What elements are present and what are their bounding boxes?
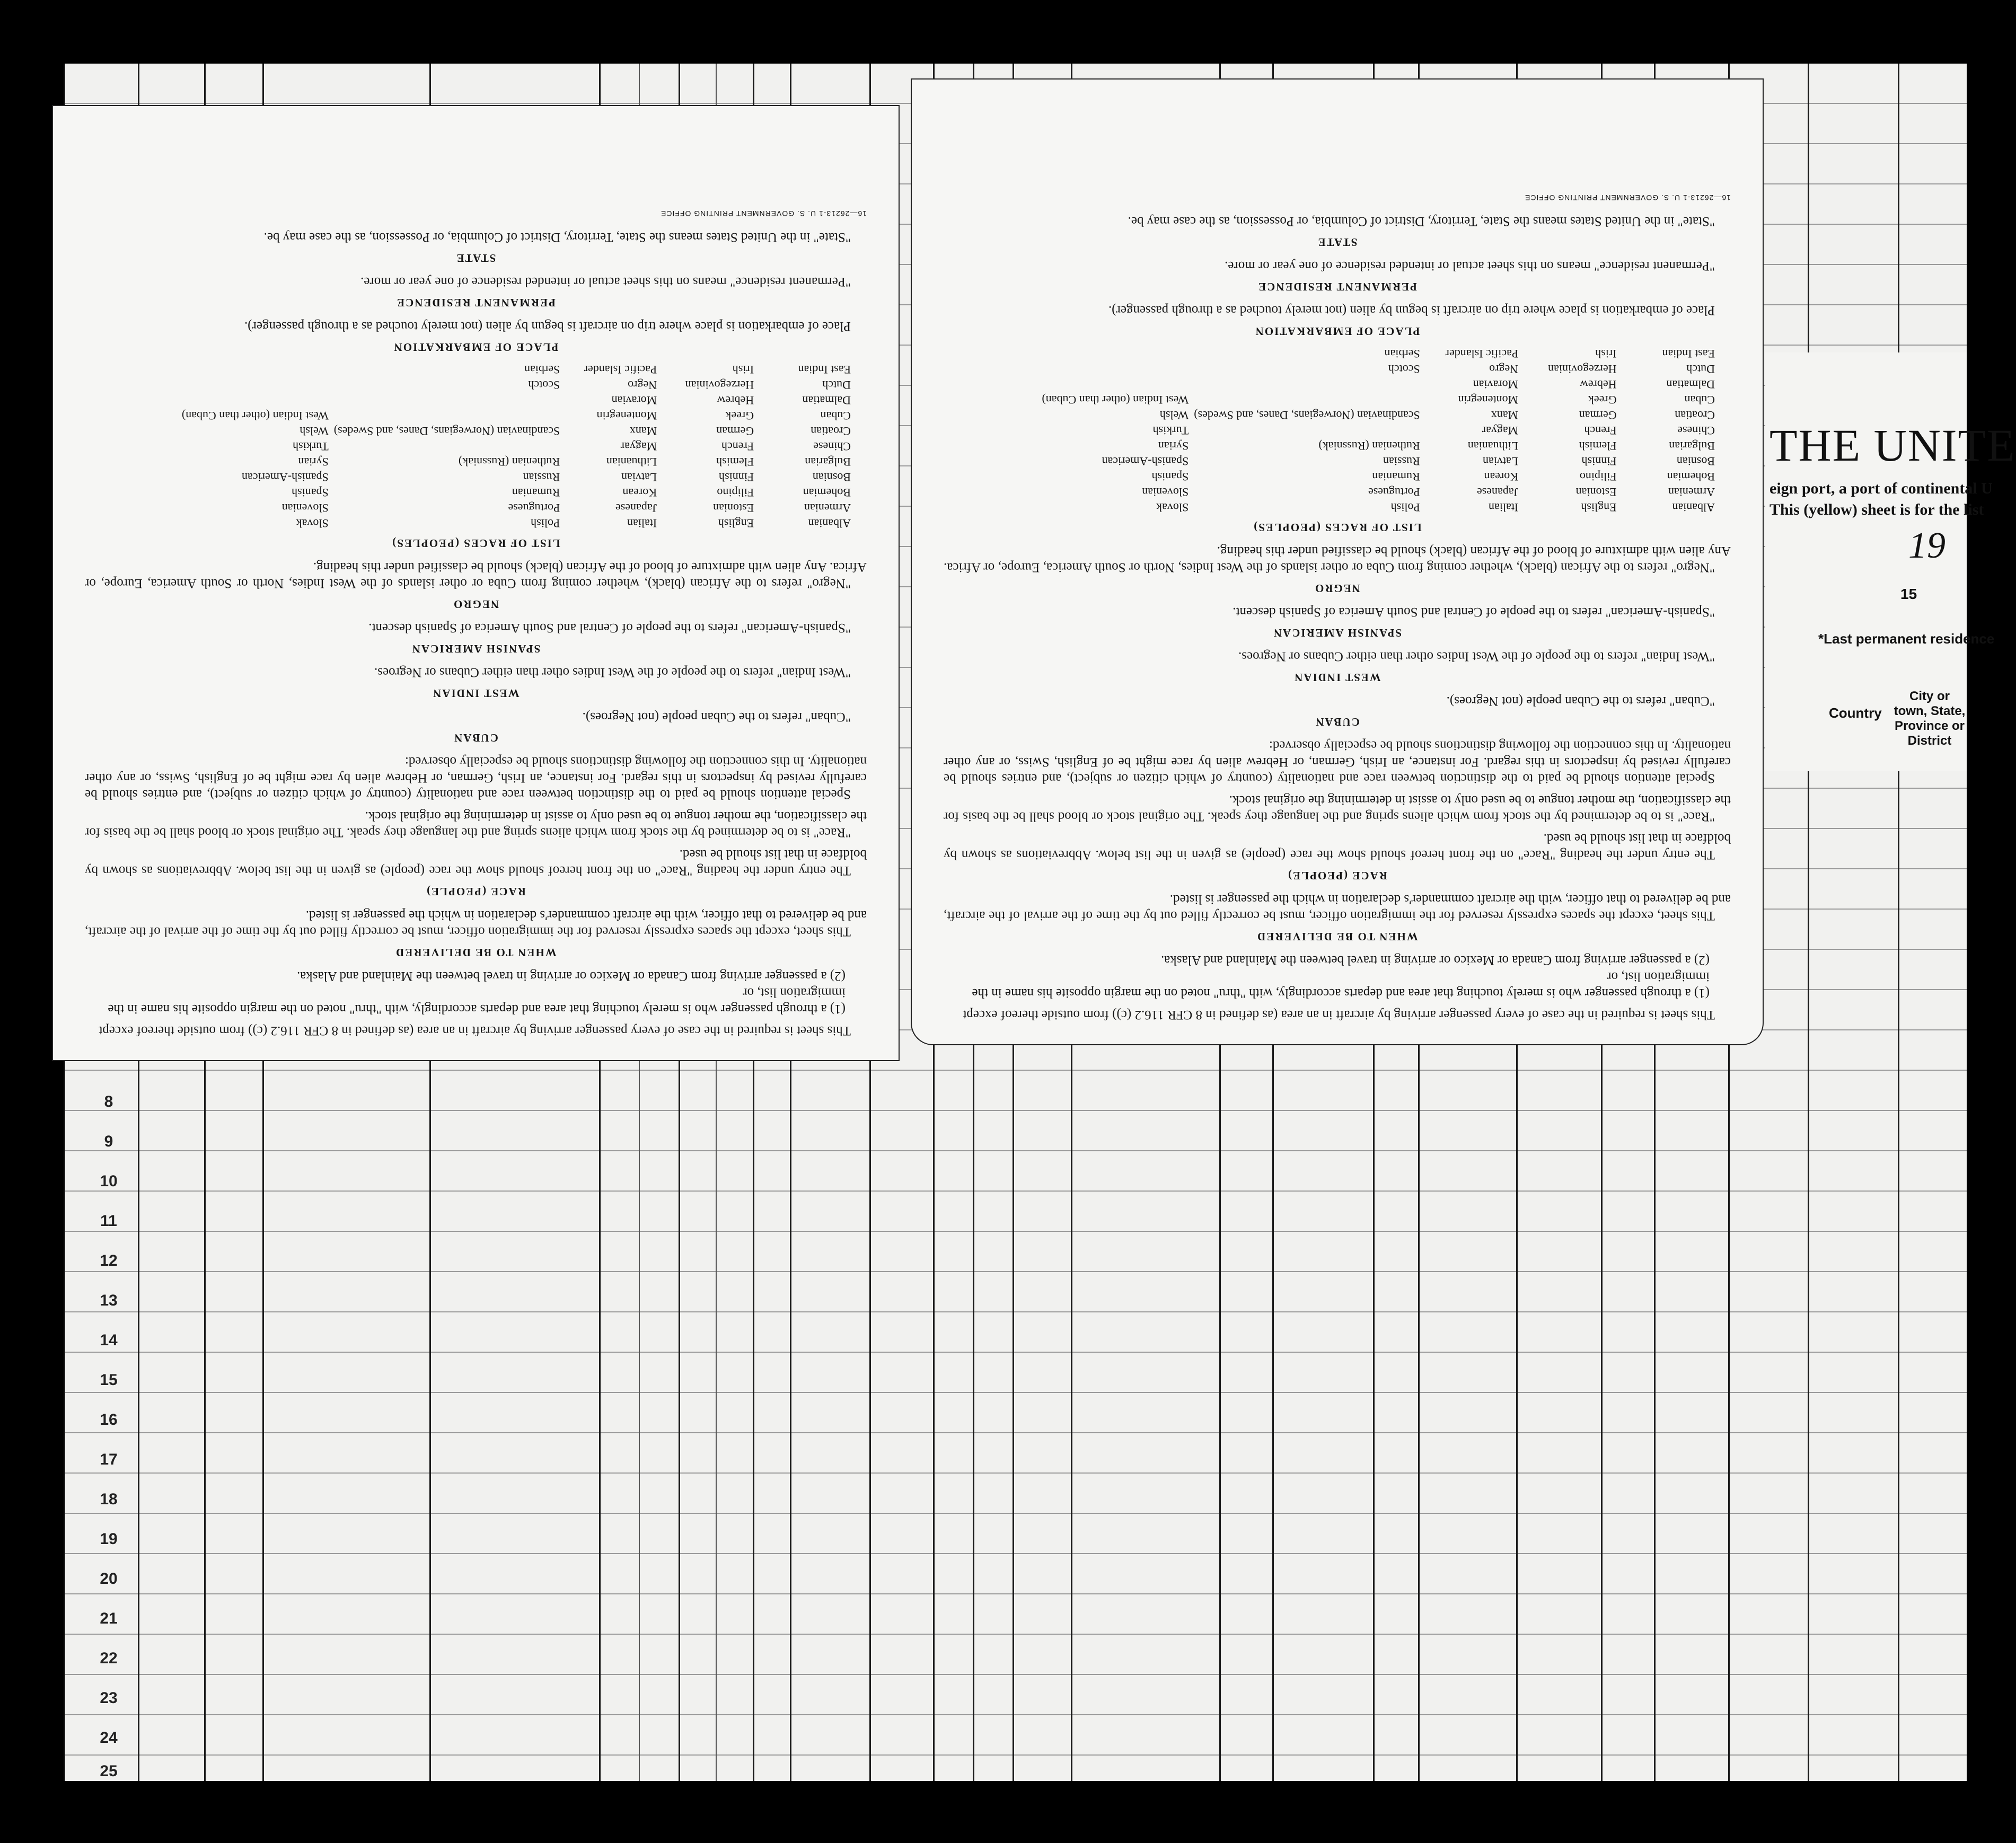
row-number: 17 [100, 1451, 118, 1468]
race-entry: Latvian [621, 471, 657, 484]
heading-permanent-residence: PERMANENT RESIDENCE [396, 296, 556, 309]
heading-permanent-residence: PERMANENT RESIDENCE [1257, 280, 1417, 293]
row-number: 11 [100, 1212, 117, 1230]
race-entry: Herzegovinian [685, 378, 754, 392]
heading-spanish-american: SPANISH AMERICAN [1272, 627, 1402, 639]
race-entry: West Indian (other than Cuban) [1042, 393, 1189, 407]
heading-delivered: WHEN TO BE DELIVERED [1256, 930, 1418, 943]
instruction-sheet-right [912, 80, 1763, 1044]
race-entry: Korean [1484, 470, 1519, 483]
race-entry: French [721, 440, 754, 453]
race-entry: French [1584, 424, 1617, 437]
race-entry: Greek [1588, 393, 1617, 407]
west-indian-text: "West Indian" refers to the people of the West Indies other than either Cubans or Negroes. [1238, 649, 1715, 664]
race-entry: East Indian [798, 363, 851, 376]
race-entry [1194, 424, 1420, 438]
delivered-text: This sheet, except the spaces expressly reserved for the immigration officer, must be correctly filled out by the time of the arrival of the aircraft, and be delivered to that officer, with the aircraft commander's declaration in which the passenger is listed. [944, 892, 1731, 923]
race-entry: Slovenian [281, 501, 329, 515]
intro-text: This sheet is required in the case of every passenger arriving by aircraft in an area (as defined in 8 CFR 116.2 (c)) from outside thereof except [99, 1024, 851, 1038]
race-entry [85, 393, 177, 408]
race-entry [944, 362, 1036, 376]
state-text: "State" in the United States means the State, Territory, District of Columbia, or Possession, as the case may be. [1128, 214, 1715, 228]
race-entry: Flemish [716, 455, 754, 469]
race-entry: Moravian [1473, 378, 1519, 391]
heading-embarkation: PLACE OF EMBARKATION [393, 341, 559, 354]
race-entry: Greek [725, 409, 754, 422]
row-number: 22 [100, 1650, 118, 1667]
race-entry: Rumanian [1372, 470, 1420, 483]
heading-race: RACE (PEOPLE) [426, 885, 526, 898]
spanish-american-text: "Spanish-American" refers to the people of Central and South America of Spanish descent. [1233, 605, 1715, 619]
column-rule [1808, 64, 1809, 1781]
race-text-3: Special attention should be paid to the distinction between race and nationality (country of which citizen or subject), and entries should be carefully revised by inspectors in this regard. For instance, an Irish, German, or Hebrew alien by race might be of English, Swiss, or any other nationality. In this connection the following distinctions should be especially observed: [944, 738, 1731, 786]
heading-embarkation: PLACE OF EMBARKATION [1254, 325, 1420, 338]
race-entry: Finnish [719, 471, 754, 484]
row-number: 8 [104, 1093, 113, 1110]
race-entry: Manx [629, 425, 657, 438]
race-entry: Spanish-American [242, 471, 329, 484]
race-entry: Lithuanian [1467, 439, 1519, 453]
race-entry: Scandinavian (Norwegians, Danes, and Swedes) [1194, 409, 1420, 422]
race-entry: Polish [1390, 501, 1420, 514]
race-entry: German [1579, 409, 1617, 422]
race-entry [182, 378, 329, 392]
race-entry [944, 377, 1036, 392]
race-entry [85, 409, 177, 423]
race-entry [85, 486, 177, 500]
heading-delivered: WHEN TO BE DELIVERED [395, 946, 557, 959]
race-entry [85, 439, 177, 454]
negro-text: "Negro" refers to the African (black), whether coming from Cuba or other islands of the West Indies, North or South America, Europe, or Africa. Any alien with admixture of blood of the African (black) should be classified under this heading. [944, 544, 1731, 575]
heading-race-list: LIST OF RACES (PEOPLES) [1253, 521, 1422, 534]
race-entry: Latvian [1482, 455, 1519, 468]
race-text-2: "Race" is to be determined by the stock from which aliens spring and the language they speak. The original stock or blood shall be the basis for the classification, the mother tongue to be used only to assist in determining the original stock. [944, 793, 1731, 824]
race-entry [1042, 362, 1189, 376]
race-entry: Portuguese [508, 501, 560, 515]
race-entry: Slovak [1156, 501, 1189, 514]
race-entry: Bohemian [1667, 470, 1715, 483]
race-entry: Dalmatian [802, 394, 851, 407]
heading-state: STATE [1317, 236, 1358, 249]
race-entry [334, 439, 560, 454]
race-entry: Bulgarian [805, 455, 851, 469]
race-entry [944, 470, 1036, 484]
race-entry: Polish [531, 517, 560, 530]
race-entry: Flemish [1579, 439, 1617, 453]
race-entry [85, 501, 177, 515]
race-entry: West Indian (other than Cuban) [181, 409, 329, 422]
race-entry [944, 485, 1036, 499]
race-entry: Bulgarian [1669, 439, 1715, 453]
race-entry [1194, 377, 1420, 392]
race-entry: Armenian [1668, 486, 1715, 499]
race-entry: Hebrew [717, 394, 754, 407]
year-field: 19 [1908, 525, 1945, 566]
race-text-1: The entry under the heading "Race" on the front hereof should show the race (people) as given in the list below. Abbreviations as shown by boldface in that list should be used. [944, 831, 1731, 862]
city-header: City or town, State, Province or District [1894, 689, 1966, 748]
exception-1: (1) a through passenger who is merely touching that area and departs accordingly, with "thru" noted on the margin opposite his name in the immigration list, or [972, 969, 1710, 1000]
header-line: This (yellow) sheet is for the list [1769, 501, 1984, 518]
race-entry [944, 393, 1036, 407]
race-entry: Cuban [820, 409, 851, 422]
race-entry: Rumanian [512, 486, 560, 499]
race-entry: Russian [523, 471, 560, 484]
race-entry: Bosnian [1676, 455, 1715, 468]
race-entry: Japanese [615, 501, 657, 515]
race-entry: Finnish [1581, 455, 1617, 468]
row-number: 16 [100, 1411, 118, 1428]
exception-1: (1) a through passenger who is merely touching that area and departs accordingly, with "thru" noted on the margin opposite his name in the immigration list, or [108, 985, 846, 1016]
instruction-sheet-left [53, 106, 899, 1060]
race-entry: Dutch [1686, 363, 1715, 376]
heading-cuban: CUBAN [453, 731, 498, 744]
race-entry: Pacific Islander [584, 363, 657, 376]
race-entry: Scotch [528, 378, 560, 392]
exception-2: (2) a passenger arriving from Canada or Mexico or arriving in travel between the Mainland and Alaska. [1160, 953, 1710, 967]
printing-office-note: 16—26213-1 U. S. GOVERNMENT PRINTING OFFICE [661, 209, 867, 218]
race-entry: Serbian [1384, 347, 1420, 360]
race-entry: Lithuanian [606, 455, 657, 469]
race-entry: English [1581, 501, 1617, 514]
race-entry: Ruthenian (Russniak) [1318, 439, 1420, 453]
race-entry: Korean [622, 486, 657, 499]
race-entry: Dalmatian [1666, 378, 1715, 391]
race-entry [85, 470, 177, 484]
race-entry: Scotch [1388, 363, 1420, 376]
race-entry: Estonian [1575, 486, 1617, 499]
heading-cuban: CUBAN [1315, 716, 1360, 728]
embarkation-text: Place of embarkation is place where trip on aircraft is begun by alien (not merely touched as a through passenger). [1108, 303, 1715, 318]
delivered-text: This sheet, except the spaces expressly reserved for the immigration officer, must be correctly filled out by the time of the arrival of the aircraft, and be delivered to that officer, with the aircraft commander's declaration in which the passenger is listed. [85, 908, 867, 939]
race-entry: Cuban [1684, 393, 1715, 407]
race-entry: Portuguese [1368, 486, 1420, 499]
race-entry: Dutch [822, 378, 851, 392]
race-entry [944, 424, 1036, 438]
race-text-3: Special attention should be paid to the distinction between race and nationality (country of which citizen or subject), and entries should be carefully revised by inspectors in this regard. For instance, an Irish, German, or Hebrew alien by race might be of English, Swiss, or any other nationality. In this connection the following distinctions should be especially observed: [85, 754, 867, 801]
race-entry: Magyar [1482, 424, 1519, 437]
race-entry: Filipino [1579, 470, 1617, 483]
race-entry: Armenian [804, 501, 851, 515]
row-number: 23 [100, 1689, 118, 1707]
race-entry: Negro [1489, 363, 1519, 376]
race-entry [944, 347, 1036, 361]
row-number: 21 [100, 1610, 118, 1627]
race-entry: Irish [1595, 347, 1617, 360]
race-entry: Chinese [1677, 424, 1715, 437]
permanent-residence-text: "Permanent residence" means on this sheet actual or intended residence of one year or more. [360, 275, 851, 289]
heading-negro: NEGRO [453, 598, 499, 611]
race-entry: Negro [628, 378, 657, 392]
race-entry [1194, 393, 1420, 407]
race-entry: Albanian [1672, 501, 1715, 514]
race-entry: Welsh [1159, 409, 1189, 422]
race-entry: Scandinavian (Norwegians, Danes, and Swedes) [333, 425, 560, 438]
race-entry: Croatian [811, 425, 851, 438]
race-entry: Estonian [713, 501, 754, 515]
row-number: 15 [100, 1371, 118, 1389]
west-indian-text: "West Indian" refers to the people of the West Indies other than either Cubans or Negroes. [374, 665, 851, 680]
embarkation-text: Place of embarkation is place where trip on aircraft is begun by alien (not merely touched as a through passenger). [244, 319, 851, 333]
race-entry [944, 500, 1036, 515]
column-number: 15 [1900, 586, 1917, 602]
race-entry: Croatian [1675, 409, 1715, 422]
header-line: eign port, a port of continental U [1769, 480, 1993, 497]
race-entry: Italian [627, 517, 657, 530]
race-entry: Magyar [620, 440, 657, 453]
race-entry: Montenegrin [596, 409, 657, 422]
race-entry [85, 516, 177, 531]
race-entry [1042, 347, 1189, 361]
exception-2: (2) a passenger arriving from Canada or Mexico or arriving in travel between the Mainland and Alaska. [296, 969, 846, 983]
row-number: 9 [104, 1133, 113, 1150]
row-number: 14 [100, 1331, 118, 1349]
race-entry: Bosnian [812, 471, 851, 484]
inverted-content [53, 106, 899, 1060]
instructions-text [85, 205, 867, 1039]
race-entry: Russian [1383, 455, 1420, 468]
row-number: 10 [100, 1172, 118, 1190]
race-entry: English [718, 517, 754, 530]
race-entry [1042, 377, 1189, 392]
race-entry: Herzegovinian [1548, 363, 1617, 376]
race-entry: Italian [1488, 501, 1519, 514]
state-text: "State" in the United States means the State, Territory, District of Columbia, or Possession, as the case may be. [263, 230, 851, 244]
spanish-american-text: "Spanish-American" refers to the people of Central and South America of Spanish descent. [368, 621, 851, 635]
heading-west-indian: WEST INDIAN [432, 687, 520, 700]
race-entry [944, 439, 1036, 453]
race-entry: Slovak [296, 517, 329, 530]
race-entry: Filipino [717, 486, 754, 499]
race-text-1: The entry under the heading "Race" on the front hereof should show the race (people) as given in the list below. Abbreviations as shown by boldface in that list should be used. [85, 847, 867, 878]
intro-text: This sheet is required in the case of every passenger arriving by aircraft in an area (as defined in 8 CFR 116.2 (c)) from outside thereof except [963, 1008, 1715, 1022]
race-entry: Ruthenian (Russniak) [458, 455, 560, 469]
form-title: THE UNITE [1769, 420, 2016, 471]
race-entry [85, 363, 177, 377]
race-list [944, 347, 1715, 515]
country-header: Country [1829, 705, 1882, 721]
race-entry: Albanian [808, 517, 851, 530]
race-entry [334, 409, 560, 423]
race-entry: Pacific Islander [1445, 347, 1519, 360]
row-number: 25 [100, 1762, 118, 1780]
race-entry: Hebrew [1579, 378, 1617, 391]
heading-west-indian: WEST INDIAN [1293, 671, 1381, 684]
race-entry: Syrian [1158, 439, 1189, 453]
cuban-text: "Cuban" refers to the Cuban people (not Negroes). [582, 710, 851, 724]
race-entry: Spanish [292, 486, 329, 499]
heading-spanish-american: SPANISH AMERICAN [411, 642, 541, 655]
race-entry: Turkish [1152, 424, 1189, 437]
inverted-content [912, 80, 1763, 1044]
race-entry: Moravian [611, 394, 657, 407]
permanent-residence-text: "Permanent residence" means on this sheet actual or intended residence of one year or more. [1225, 259, 1715, 273]
row-number: 24 [100, 1729, 118, 1747]
race-entry: Bohemian [803, 486, 851, 499]
race-list [85, 363, 851, 531]
race-entry: Manx [1491, 409, 1519, 422]
column-rule [1898, 64, 1899, 1781]
race-entry [944, 408, 1036, 422]
race-entry: Spanish [1151, 470, 1189, 483]
race-entry [85, 455, 177, 469]
row-number: 20 [100, 1570, 118, 1588]
race-entry: Turkish [293, 440, 329, 453]
race-entry [334, 393, 560, 408]
race-entry: Irish [732, 363, 754, 376]
race-entry [182, 363, 329, 377]
heading-negro: NEGRO [1314, 582, 1361, 595]
heading-race: RACE (PEOPLE) [1287, 869, 1387, 882]
race-entry: Chinese [813, 440, 851, 453]
race-text-2: "Race" is to be determined by the stock from which aliens spring and the language they speak. The original stock or blood shall be the basis for the classification, the mother tongue to be used only to assist in determining the original stock. [85, 809, 867, 840]
race-entry [85, 378, 177, 392]
race-entry: Serbian [524, 363, 560, 376]
race-entry: Spanish-American [1102, 455, 1189, 468]
last-residence-header: *Last permanent residence [1818, 631, 1995, 647]
row-number: 19 [100, 1530, 118, 1548]
race-entry: Welsh [300, 425, 329, 438]
row-number: 12 [100, 1252, 118, 1269]
heading-race-list: LIST OF RACES (PEOPLES) [391, 537, 560, 550]
cuban-text: "Cuban" refers to the Cuban people (not Negroes). [1446, 694, 1715, 708]
row-number: 13 [100, 1292, 118, 1309]
race-entry: German [716, 425, 754, 438]
race-entry [944, 454, 1036, 469]
heading-state: STATE [455, 252, 496, 264]
printing-office-note: 16—26213-1 U. S. GOVERNMENT PRINTING OFFICE [1525, 193, 1731, 202]
negro-text: "Negro" refers to the African (black), whether coming from Cuba or other islands of the West Indies, North or South America, Europe, or Africa. Any alien with admixture of blood of the African (black) should be classified under this heading. [85, 560, 867, 590]
race-entry: Montenegrin [1458, 393, 1519, 407]
race-entry: Slovenian [1142, 486, 1189, 499]
race-entry: Japanese [1476, 486, 1519, 499]
race-entry: East Indian [1662, 347, 1715, 360]
race-entry [85, 424, 177, 438]
race-entry [182, 393, 329, 408]
race-entry: Syrian [298, 455, 329, 469]
instructions-text [944, 189, 1731, 1023]
row-number: 18 [100, 1491, 118, 1508]
